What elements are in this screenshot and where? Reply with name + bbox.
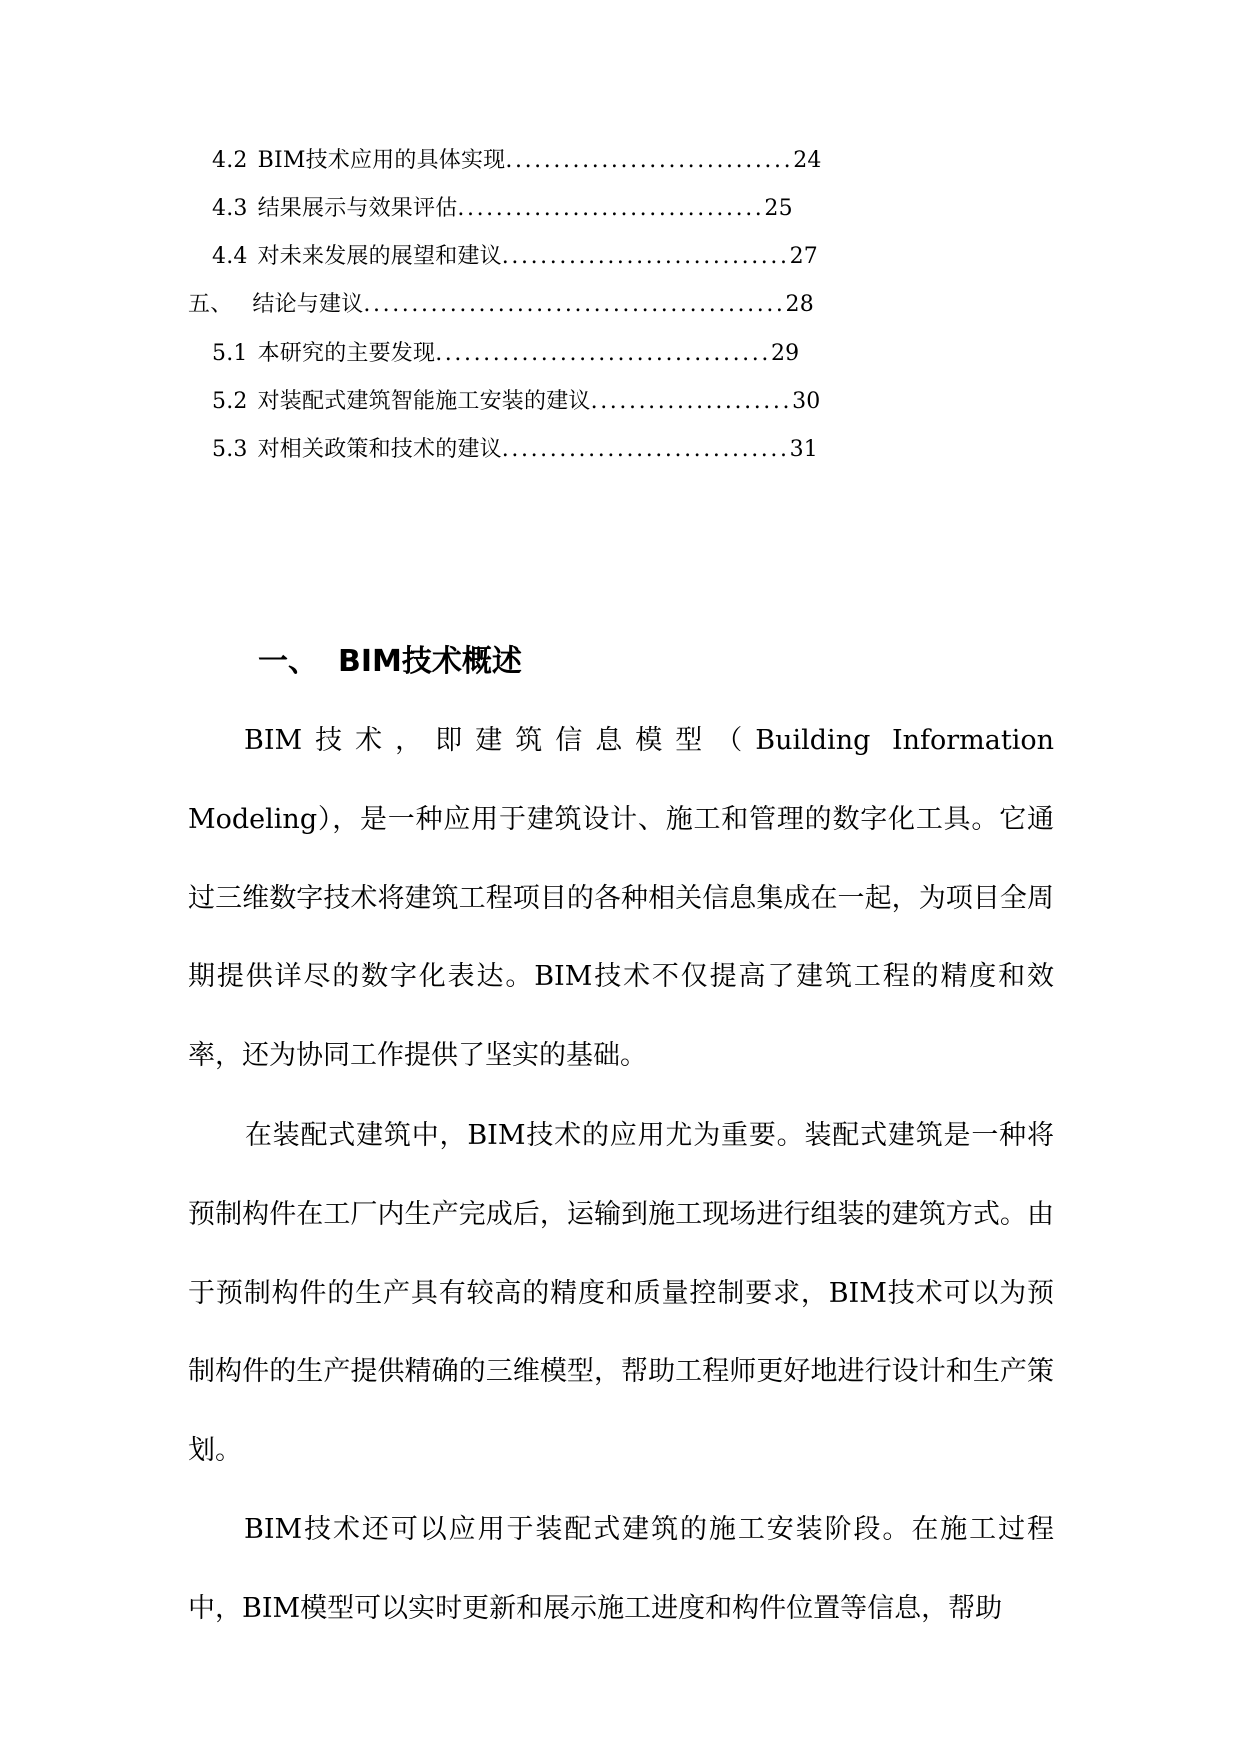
toc-entry-title: 对未来发展的展望和建议 — [257, 244, 502, 269]
toc-chapter-entry[interactable] — [188, 289, 814, 321]
toc-entry[interactable] — [212, 386, 820, 418]
toc-entry-number: 5.1 — [212, 341, 248, 366]
section-heading-number: 一、 — [258, 644, 318, 679]
section-heading-title: BIM技术概述 — [338, 644, 522, 679]
toc-leader-dots: ............................................ — [363, 292, 786, 317]
toc-entry-page: 27 — [789, 244, 818, 269]
toc-leader-dots: .............................. — [501, 244, 790, 269]
toc-entry-number: 5.3 — [212, 437, 248, 462]
toc-entry-number: 五、 — [188, 292, 233, 317]
paragraph-text: 在装配式建筑中，BIM技术的应用尤为重要。装配式建筑是一种将预制构件在工厂内生产完成后，运输到施工现场进行组装的建筑方式。由于预制构件的生产具有较高的精度和质量控制要求，BIM技术可以为预制构件的生产提供精确的三维模型，帮助工程师更好地进行设计和生产策划。 — [188, 1120, 1054, 1467]
toc-entry-title: BIM技术应用的具体实现 — [257, 148, 506, 173]
toc-leader-dots: ................................... — [435, 341, 771, 366]
toc-entry-page: 30 — [792, 389, 821, 414]
toc-entry-page: 29 — [770, 341, 800, 366]
toc-entry-title: 结果展示与效果评估 — [257, 196, 458, 221]
toc-leader-dots: ..................... — [590, 389, 793, 414]
toc-entry[interactable] — [212, 338, 799, 370]
toc-entry-title: 结论与建议 — [252, 292, 364, 317]
body-paragraph — [188, 1491, 1054, 1649]
body-paragraph — [188, 1097, 1054, 1491]
toc-entry-page: 28 — [785, 292, 814, 317]
toc-entry[interactable] — [212, 434, 818, 466]
toc-leader-dots: .............................. — [501, 437, 790, 462]
toc-entry-number: 4.2 — [212, 148, 248, 173]
toc-entry[interactable] — [212, 145, 822, 177]
toc-entry[interactable] — [212, 193, 793, 225]
toc-leader-dots: .............................. — [505, 148, 794, 173]
paragraph-text: BIM技术还可以应用于装配式建筑的施工安装阶段。在施工过程中，BIM模型可以实时更新和展示施工进度和构件位置等信息，帮助 — [188, 1514, 1054, 1624]
toc-entry-page: 25 — [764, 196, 793, 221]
paragraph-text: BIM技术，即建筑信息模型（Building Information Modeling），是一种应用于建筑设计、施工和管理的数字化工具。它通过三维数字技术将建筑工程项目的各种相关信息集成在一起，为项目全周期提供详尽的数字化表达。BIM技术不仅提高了建筑工程的精度和效率，还为协同工作提供了坚实的基础。 — [188, 725, 1054, 1072]
toc-entry-number: 4.3 — [212, 196, 248, 221]
toc-entry-number: 4.4 — [212, 244, 248, 269]
body-paragraph — [188, 702, 1054, 1096]
toc-entry-page: 31 — [789, 437, 818, 462]
toc-leader-dots: ................................ — [457, 196, 765, 221]
toc-entry-number: 5.2 — [212, 389, 248, 414]
toc-entry-title: 对相关政策和技术的建议 — [257, 437, 502, 462]
toc-entry-title: 本研究的主要发现 — [257, 341, 436, 366]
toc-entry[interactable] — [212, 241, 818, 273]
toc-entry-page: 24 — [793, 148, 822, 173]
section-heading — [258, 640, 522, 684]
toc-entry-title: 对装配式建筑智能施工安装的建议 — [257, 389, 591, 414]
